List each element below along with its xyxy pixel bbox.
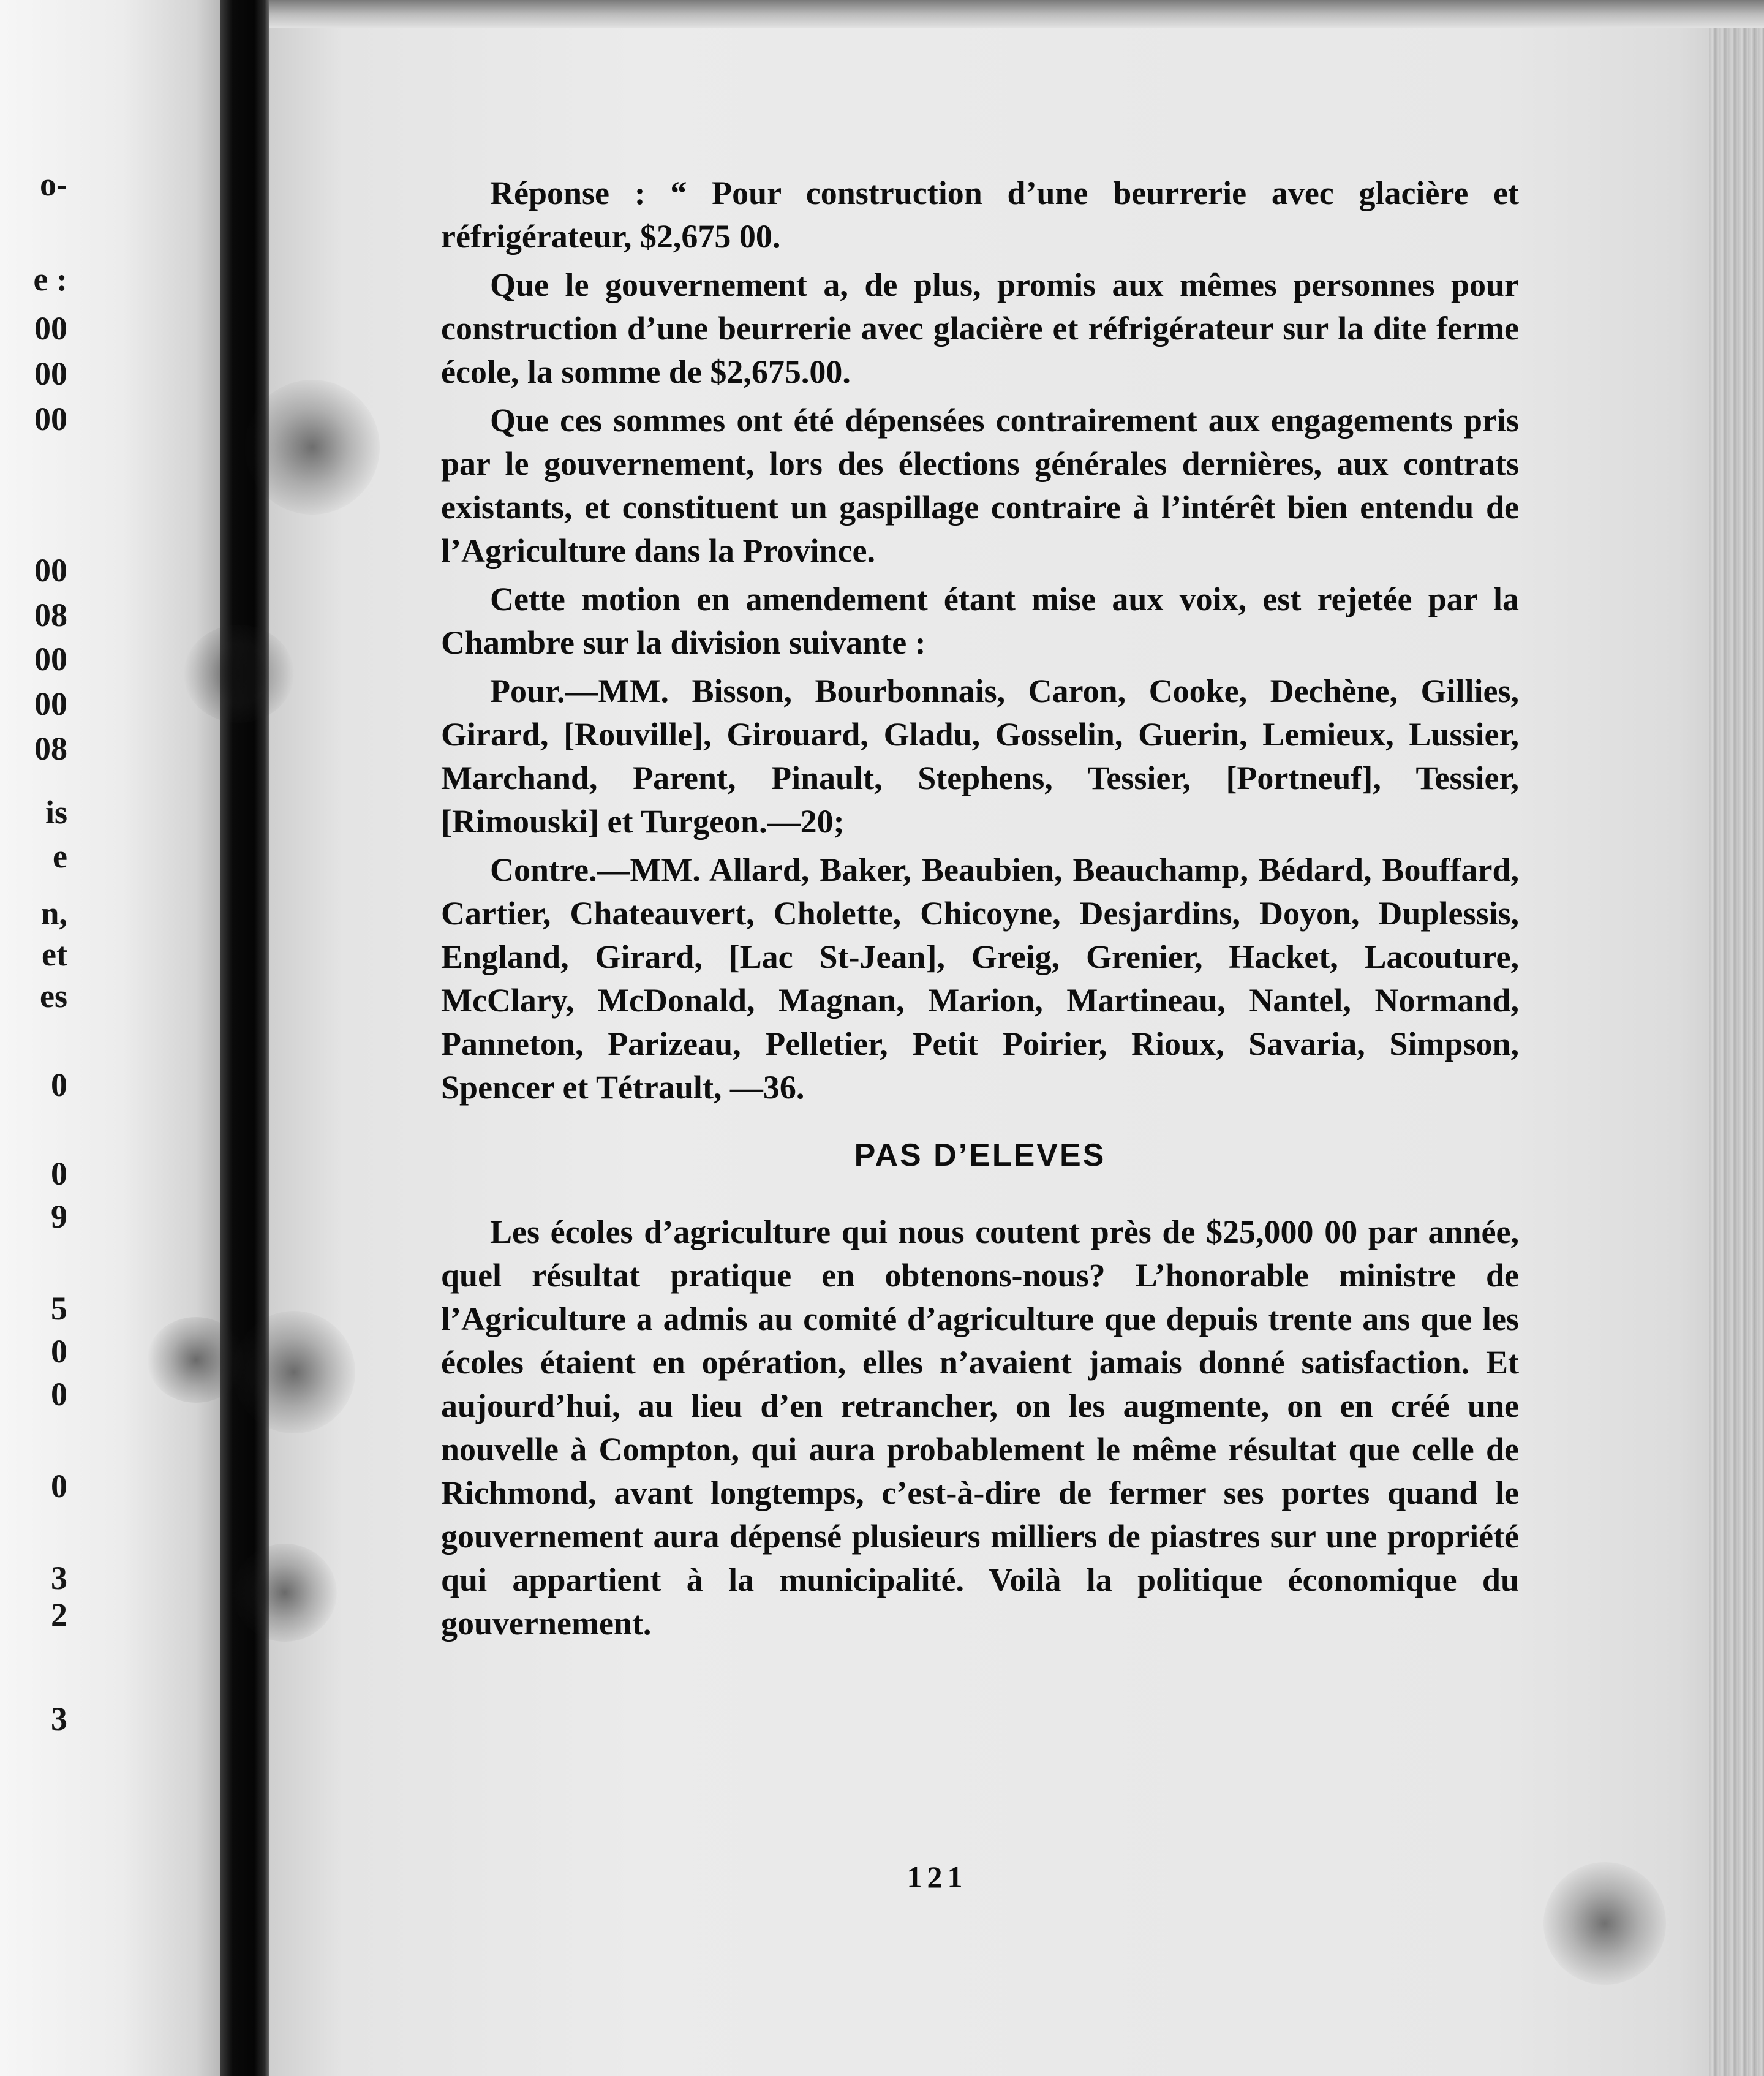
left-margin-fragment: 00	[34, 401, 67, 437]
left-margin-fragment: 00	[34, 552, 67, 589]
paragraph-motion: Cette motion en amendement étant mise aux voix, est rejetée par la Chambre sur la division suivante :	[441, 581, 1519, 661]
left-margin-fragment: 0	[51, 1066, 67, 1103]
left-margin-fragment: o-	[40, 166, 67, 203]
page-number: 121	[907, 1860, 968, 1894]
left-margin-fragment: 00	[34, 685, 67, 722]
left-margin-fragment: n,	[40, 895, 67, 932]
ink-smudge	[233, 1544, 337, 1642]
left-facing-page	[0, 0, 221, 2076]
paragraph-reponse: Réponse : “ Pour construction d’une beurrerie avec glacière et réfrigérateur, $2,675 00.	[441, 175, 1519, 255]
paragraph-promesse: Que le gouvernement a, de plus, promis aux mêmes personnes pour construction d’une beurrerie avec glacière et réfrigérateur sur la dite ferme école, la somme de $2,675.00.	[441, 266, 1519, 390]
left-margin-fragment: 0	[51, 1468, 67, 1504]
paragraph-depenses: Que ces sommes ont été dépensées contrairement aux engagements pris par le gouvernement, lors des élections générales dernières, aux contrats existants, et constituent un gaspillage contraire à l’intérêt bien entendu de l’Agriculture dans la Province.	[441, 402, 1519, 569]
left-margin-fragment: 00	[34, 310, 67, 347]
left-margin-fragment: 0	[51, 1376, 67, 1413]
book-binding-gutter	[221, 0, 270, 2076]
left-margin-fragment: et	[42, 936, 67, 973]
left-margin-fragment: 08	[34, 597, 67, 633]
left-margin-fragment: 00	[34, 355, 67, 392]
left-margin-fragment: is	[45, 794, 67, 831]
left-margin-fragment: 3	[51, 1700, 67, 1737]
ink-smudge	[184, 625, 294, 723]
left-margin-fragment: 3	[51, 1560, 67, 1596]
left-margin-fragment: es	[40, 978, 67, 1014]
left-margin-fragment: 0	[51, 1333, 67, 1370]
page-edges	[1709, 0, 1764, 2076]
left-margin-fragment: 08	[34, 730, 67, 767]
left-margin-fragment: 0	[51, 1155, 67, 1192]
left-margin-fragment: 2	[51, 1596, 67, 1633]
page-top-edge	[270, 0, 1764, 28]
page-body	[441, 172, 1519, 1650]
left-margin-fragment: 5	[51, 1290, 67, 1327]
ink-smudge	[147, 1317, 245, 1403]
left-margin-fragment: 00	[34, 641, 67, 678]
ink-smudge	[233, 1311, 355, 1433]
ink-smudge	[245, 380, 380, 515]
left-margin-fragment: e	[53, 838, 67, 875]
left-margin-fragment: e :	[33, 261, 67, 298]
section-heading: PAS D’ELEVES	[854, 1138, 1106, 1173]
left-margin-fragment: 9	[51, 1198, 67, 1235]
paragraph-ecoles-agriculture: Les écoles d’agriculture qui nous coutent près de $25,000 00 par année, quel résultat pratique en obtenons-nous? L’honorable ministre de l’Agriculture a admis au comité d’agriculture que depuis trente ans que les écoles étaient en opération, elles n’avaient jamais donné satisfaction. Et aujourd’hui, au lieu d’en retrancher, on les augmente, on en créé une nouvelle à Compton, qui aura probablement le même résultat que celle de Richmond, avant longtemps, c’est-à-dire de fermer ses portes quand le gouvernement aura dépensé plusieurs milliers de piastres sur une propriété qui appartient à la municipalité. Voilà la politique économique du gouvernement.	[441, 1214, 1519, 1642]
paragraph-vote-pour: Pour.—MM. Bisson, Bourbonnais, Caron, Cooke, Dechène, Gillies, Girard, [Rouville], Girouard, Gladu, Gosselin, Guerin, Lemieux, Lussier, Marchand, Parent, Pinault, Stephens, Tessier, [Portneuf], Tessier, [Rimouski] et Turgeon.—20;	[441, 673, 1519, 840]
paragraph-vote-contre: Contre.—MM. Allard, Baker, Beaubien, Beauchamp, Bédard, Bouffard, Cartier, Chateauvert, Cholette, Chicoyne, Desjardins, Doyon, Duplessis, England, Girard, [Lac St-Jean], Greig, Grenier, Hacket, Lacouture, McClary, McDonald, Magnan, Marion, Martineau, Nantel, Normand, Panneton, Parizeau, Pelletier, Petit Poirier, Rioux, Savaria, Simpson, Spencer et Tétrault, —36.	[441, 851, 1519, 1106]
